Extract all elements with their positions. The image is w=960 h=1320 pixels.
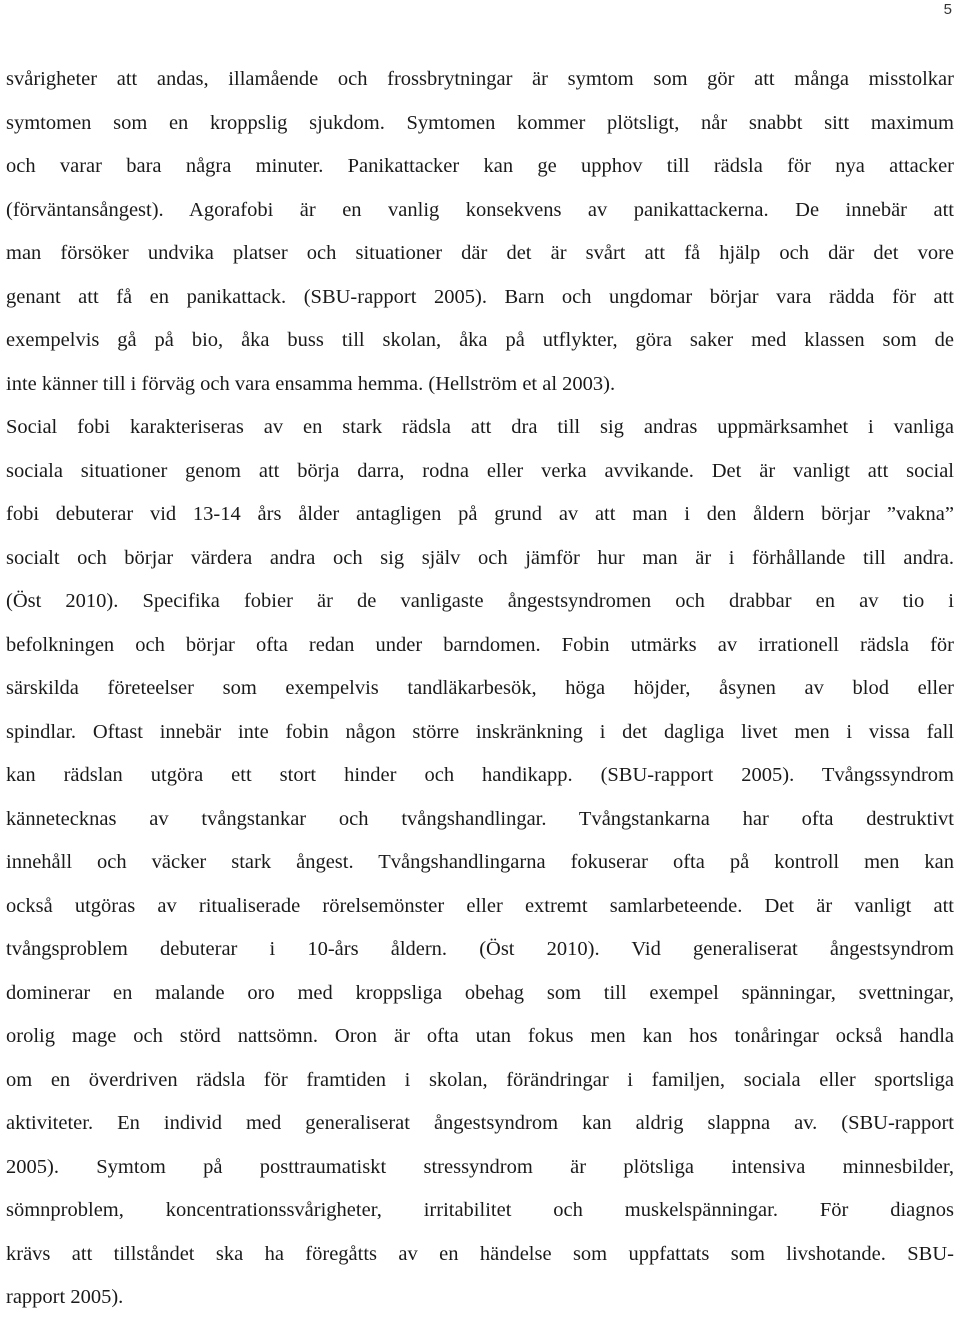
text-line: (förväntansångest). Agorafobi är en vanlig konsekvens av panikattackerna. De innebär att xyxy=(6,198,954,221)
text-line: inte känner till i förväg och vara ensamma hemma. (Hellström et al 2003). xyxy=(6,372,616,395)
text-line: kännetecknas av tvångstankar och tvångshandlingar. Tvångstankarna har ofta destruktivt xyxy=(6,807,954,830)
text-line: orolig mage och störd nattsömn. Oron är ofta utan fokus men kan hos tonåringar också handla xyxy=(6,1025,954,1047)
text-line: innehåll och väcker stark ångest. Tvångshandlingarna fokuserar ofta på kontroll men kan xyxy=(6,851,954,873)
text-line: också utgöras av ritualiserade rörelsemönster eller extremt samlarbeteende. Det är vanligt att xyxy=(6,894,954,917)
text-line: aktiviteter. En individ med generaliserat ångestsyndrom kan aldrig slappna av. (SBU-rapport xyxy=(6,1112,954,1134)
text-line: 2005). Symtom på posttraumatiskt stressyndrom är plötsliga intensiva minnesbilder, xyxy=(6,1155,954,1178)
text-line: man försöker undvika platser och situationer där det är svårt att få hjälp och där det vore xyxy=(6,242,954,264)
text-line: socialt och börjar värdera andra och sig själv och jämför hur man är i förhållande till andra. xyxy=(6,546,954,569)
text-line: dominerar en malande oro med kroppsliga obehag som till exempel spänningar, svettningar, xyxy=(6,981,954,1004)
text-line: svårigheter att andas, illamående och frossbrytningar är symtom som gör att många misstolkar xyxy=(6,68,954,90)
text-line: rapport 2005). xyxy=(6,1286,124,1308)
text-line: exempelvis gå på bio, åka buss till skolan, åka på utflykter, göra saker med klassen som de xyxy=(6,329,954,351)
text-line: spindlar. Oftast innebär inte fobin någon större inskränkning i det dagliga livet men i vissa fall xyxy=(6,720,954,743)
text-line: befolkningen och börjar ofta redan under barndomen. Fobin utmärks av irrationell rädsla för xyxy=(6,633,954,656)
page-number: 5 xyxy=(943,1,952,18)
text-line: fobi debuterar vid 13-14 års ålder antagligen på grund av att man i den åldern börjar ”vakna” xyxy=(6,503,954,525)
text-line: särskilda företeelser som exempelvis tandläkarbesök, höga höjder, åsynen av blod eller xyxy=(6,677,954,699)
text-line: Social fobi karakteriseras av en stark rädsla att dra till sig andras uppmärksamhet i vanliga xyxy=(6,416,954,438)
text-line: krävs att tillståndet ska ha föregåtts av en händelse som uppfattats som livshotande. SBU- xyxy=(6,1242,954,1265)
text-line: symtomen som en kroppslig sjukdom. Symtomen kommer plötsligt, når snabbt sitt maximum xyxy=(6,111,954,134)
text-line: och varar bara några minuter. Panikattacker kan ge upphov till rädsla för nya attacker xyxy=(6,155,954,177)
text-line: om en överdriven rädsla för framtiden i skolan, förändringar i familjen, sociala eller sportsliga xyxy=(6,1068,954,1091)
text-line: (Öst 2010). Specifika fobier är de vanligaste ångestsyndromen och drabbar en av tio i xyxy=(6,590,954,612)
text-line: sömnproblem, koncentrationssvårigheter, irritabilitet och muskelspänningar. För diagnos xyxy=(6,1199,954,1221)
text-line: tvångsproblem debuterar i 10-års åldern. (Öst 2010). Vid generaliserat ångestsyndrom xyxy=(6,938,954,960)
text-line: sociala situationer genom att börja darra, rodna eller verka avvikande. Det är vanligt att social xyxy=(6,459,954,482)
text-line: kan rädslan utgöra ett stort hinder och handikapp. (SBU-rapport 2005). Tvångssyndrom xyxy=(6,764,954,786)
body-text xyxy=(6,58,954,1320)
text-line: genant att få en panikattack. (SBU-rapport 2005). Barn och ungdomar börjar vara rädda för att xyxy=(6,285,954,308)
